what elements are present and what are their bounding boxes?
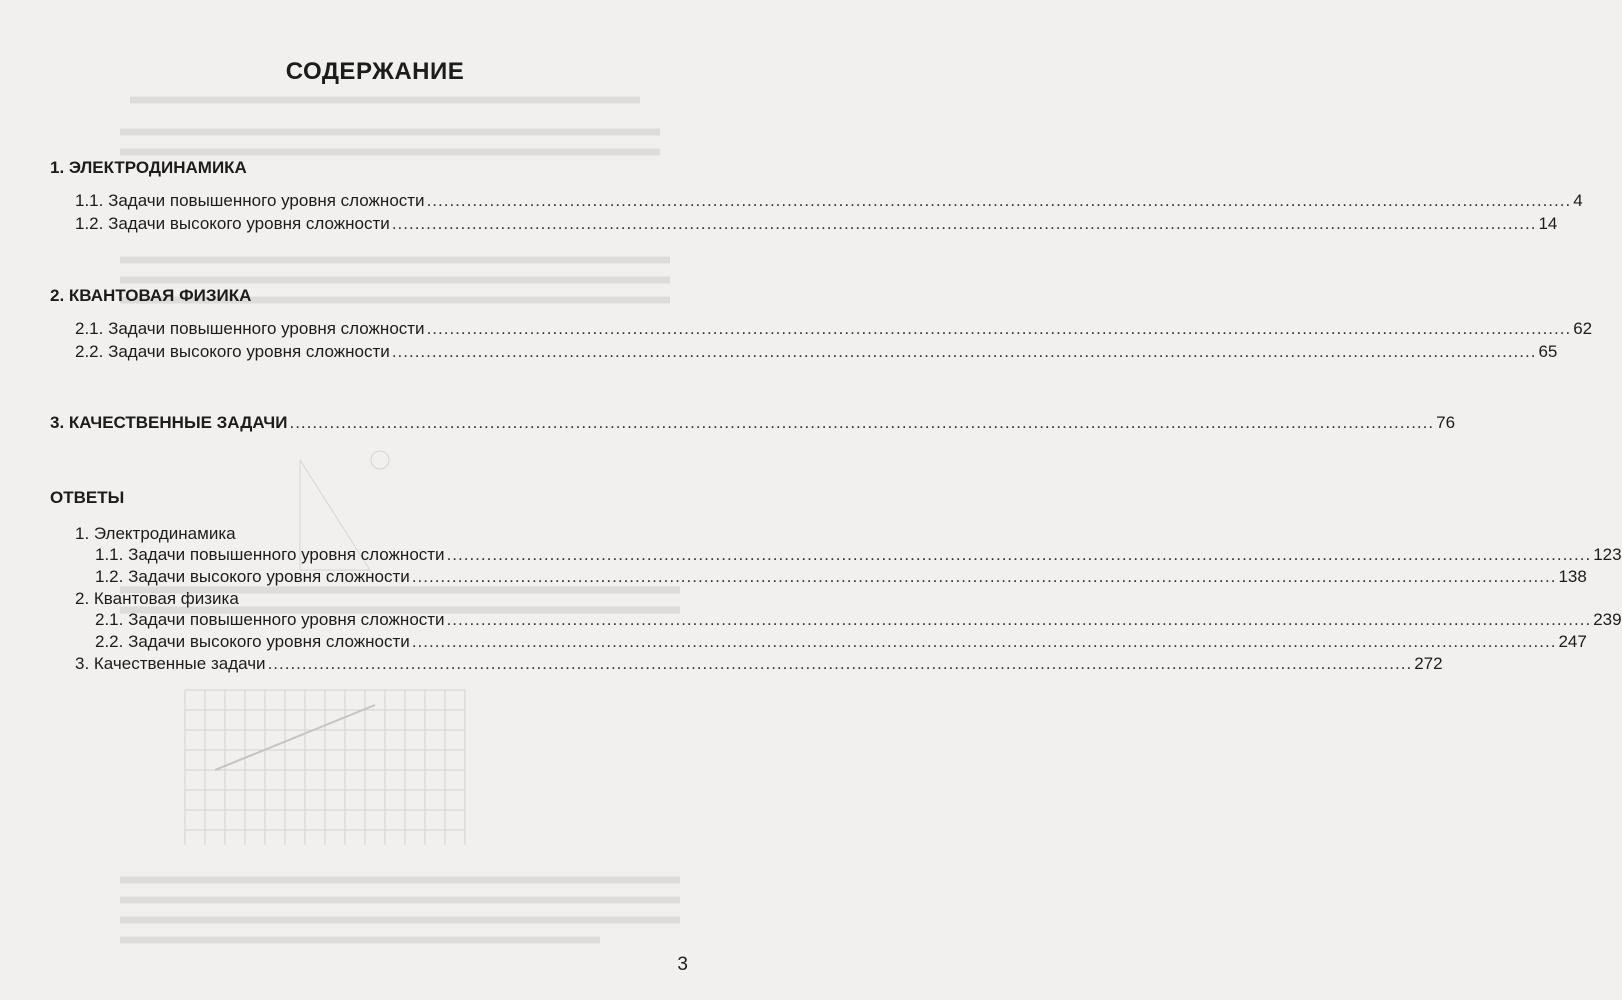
toc-entry-label: 2.2. Задачи высокого уровня сложности: [95, 632, 410, 651]
toc-entry-label: 2.2. Задачи высокого уровня сложности: [75, 342, 390, 361]
toc-entry-label: 1.2. Задачи высокого уровня сложности: [75, 214, 390, 233]
toc-entry-page: 14: [1538, 214, 1558, 233]
answers-entry-2-2[interactable]: [95, 632, 1587, 652]
toc-entry-1-1[interactable]: [75, 191, 1583, 211]
answers-group-quantum-physics[interactable]: 2. Квантовая физика: [75, 589, 239, 608]
toc-entry-page: 62: [1573, 319, 1593, 338]
section-heading-answers: ОТВЕТЫ: [50, 488, 125, 507]
toc-entry-label: 2.1. Задачи повышенного уровня сложности: [95, 610, 445, 629]
toc-entry-3[interactable]: [50, 413, 1456, 433]
dot-leader: ........................................................................................................................................................................................................: [426, 191, 1572, 210]
toc-entry-page: 138: [1558, 567, 1587, 586]
answers-entry-3[interactable]: [75, 654, 1443, 674]
toc-entry-label: 1.2. Задачи высокого уровня сложности: [95, 567, 410, 586]
page-title: СОДЕРЖАНИЕ: [285, 58, 465, 85]
dot-leader: ........................................................................................................................................................................................................: [426, 319, 1572, 338]
bleed-grid-figure: [185, 690, 465, 845]
dot-leader: ........................................................................................................................................................................................................: [411, 567, 1557, 586]
toc-entry-page: 272: [1414, 654, 1443, 673]
toc-entry-2-2[interactable]: [75, 342, 1558, 362]
toc-entry-label: 1.1. Задачи повышенного уровня сложности: [95, 545, 445, 564]
section-heading-electrodynamics: 1. ЭЛЕКТРОДИНАМИКА: [50, 158, 247, 177]
toc-entry-page: 65: [1538, 342, 1558, 361]
toc-entry-label: 2.1. Задачи повышенного уровня сложности: [75, 319, 425, 338]
toc-entry-page: 239: [1593, 610, 1622, 629]
toc-entry-2-1[interactable]: [75, 319, 1593, 339]
answers-entry-2-1[interactable]: [95, 610, 1622, 630]
toc-entry-page: 4: [1573, 191, 1583, 210]
section-heading-quantum-physics: 2. КВАНТОВАЯ ФИЗИКА: [50, 286, 252, 305]
toc-entry-page: 76: [1436, 413, 1456, 432]
answers-entry-1-2[interactable]: [95, 567, 1587, 587]
dot-leader: ........................................................................................................................................................................................................: [289, 413, 1435, 432]
answers-entry-1-1[interactable]: [95, 545, 1622, 565]
answers-group-electrodynamics[interactable]: 1. Электродинамика: [75, 524, 236, 543]
toc-entry-label: 3. Качественные задачи: [75, 654, 266, 673]
dot-leader: ........................................................................................................................................................................................................: [411, 632, 1557, 651]
page-number: 3: [677, 954, 688, 975]
dot-leader: ........................................................................................................................................................................................................: [446, 610, 1592, 629]
toc-entry-page: 123: [1593, 545, 1622, 564]
toc-entry-label: 1.1. Задачи повышенного уровня сложности: [75, 191, 425, 210]
dot-leader: ........................................................................................................................................................................................................: [446, 545, 1592, 564]
dot-leader: ........................................................................................................................................................................................................: [267, 654, 1413, 673]
toc-entry-page: 247: [1558, 632, 1587, 651]
toc-entry-1-2[interactable]: [75, 214, 1558, 234]
dot-leader: ........................................................................................................................................................................................................: [391, 342, 1537, 361]
section-heading-qualitative-tasks: 3. КАЧЕСТВЕННЫЕ ЗАДАЧИ: [50, 413, 288, 432]
dot-leader: ........................................................................................................................................................................................................: [391, 214, 1537, 233]
